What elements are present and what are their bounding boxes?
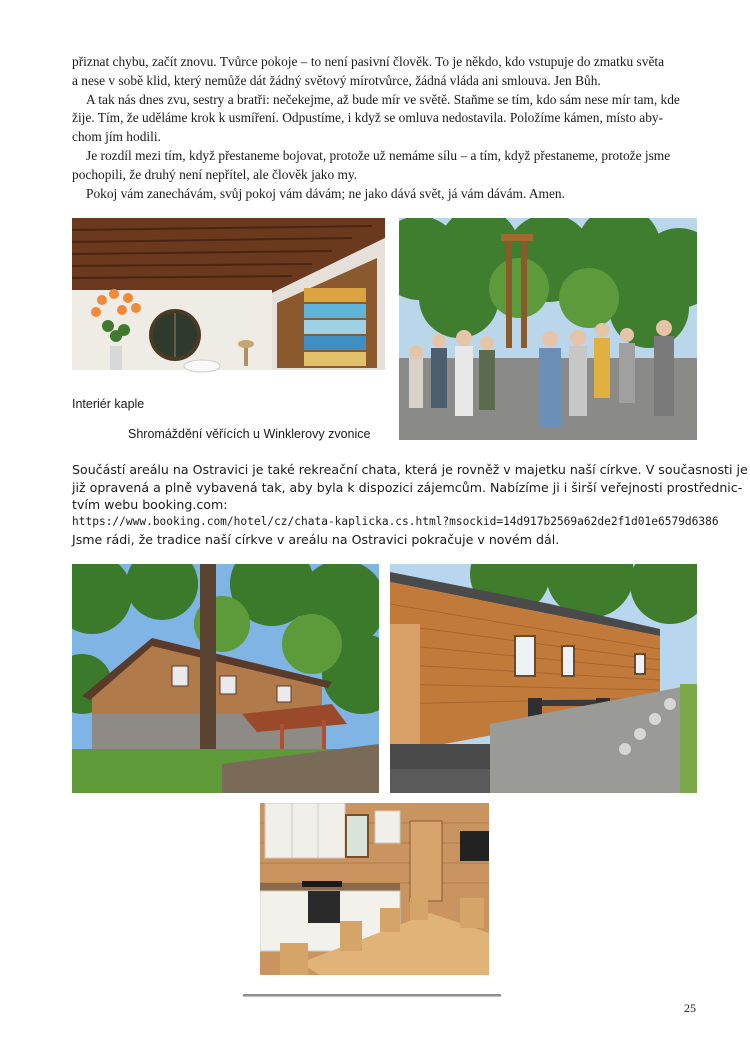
chapel-interior-photo xyxy=(72,218,385,380)
body-text-line-5: chom jím hodili. xyxy=(72,129,161,144)
body-text-line-3: A tak nás dnes zvu, sestry a bratři: nečekejme, až bude mír ve světě. Staňme se tím, kdo sám nese mír tam, kde xyxy=(86,92,680,107)
body-text-line-7: pochopili, že druhý není nepřítel, ale člověk jako my. xyxy=(72,167,358,182)
kitchen-interior-photo xyxy=(260,803,489,975)
info-text-line-2: již opravená a plně vybavená tak, aby byla k dispozici zájemcům. Nabízíme ji i širší veřejnosti prostřednic- xyxy=(72,480,743,495)
info-text-line-3: tvím webu booking.com: xyxy=(72,497,228,512)
chapel-interior-caption: Interiér kaple xyxy=(72,397,145,411)
page-number: 25 xyxy=(684,1001,696,1015)
closing-text: Jsme rádi, že tradice naší církve v areálu na Ostravici pokračuje v novém dál. xyxy=(72,532,560,547)
info-text-line-1: Součástí areálu na Ostravici je také rekreační chata, která je rovněž v majetku naší církve. V současnosti je xyxy=(72,462,748,477)
bell-tower-gathering-photo xyxy=(399,218,697,440)
body-text-line-4: žije. Tím, že uděláme krok k usmíření. Odpustíme, i když se omluva nedostavila. Položíme kámen, místo aby- xyxy=(72,110,664,125)
body-text-line-2: a nese v sobě klid, který nemůže dát žádný světový mírotvůrce, žádná vláda ani smlouva. Jen Bůh. xyxy=(72,73,601,88)
cottage-terrace-photo xyxy=(390,564,697,793)
cottage-exterior-photo xyxy=(72,564,379,793)
body-text-line-6: Je rozdíl mezi tím, když přestaneme bojovat, protože už nemáme sílu – a tím, když přestaneme, protože jsme xyxy=(86,148,671,163)
footer-divider xyxy=(243,994,501,996)
booking-url-link[interactable]: https://www.booking.com/hotel/cz/chata-kaplicka.cs.html?msockid=14d917b2569a62de2f1d01e6579d6386 xyxy=(72,515,719,528)
body-text-line-8: Pokoj vám zanechávám, svůj pokoj vám dávám; ne jako dává svět, já vám dávám. Amen. xyxy=(86,186,565,201)
bell-gathering-caption: Shromáždění věřících u Winklerovy zvonice xyxy=(128,427,371,441)
body-text-line-1: přiznat chybu, začít znovu. Tvůrce pokoje – to není pasivní člověk. To je někdo, kdo vstupuje do zmatku světa xyxy=(72,54,665,69)
